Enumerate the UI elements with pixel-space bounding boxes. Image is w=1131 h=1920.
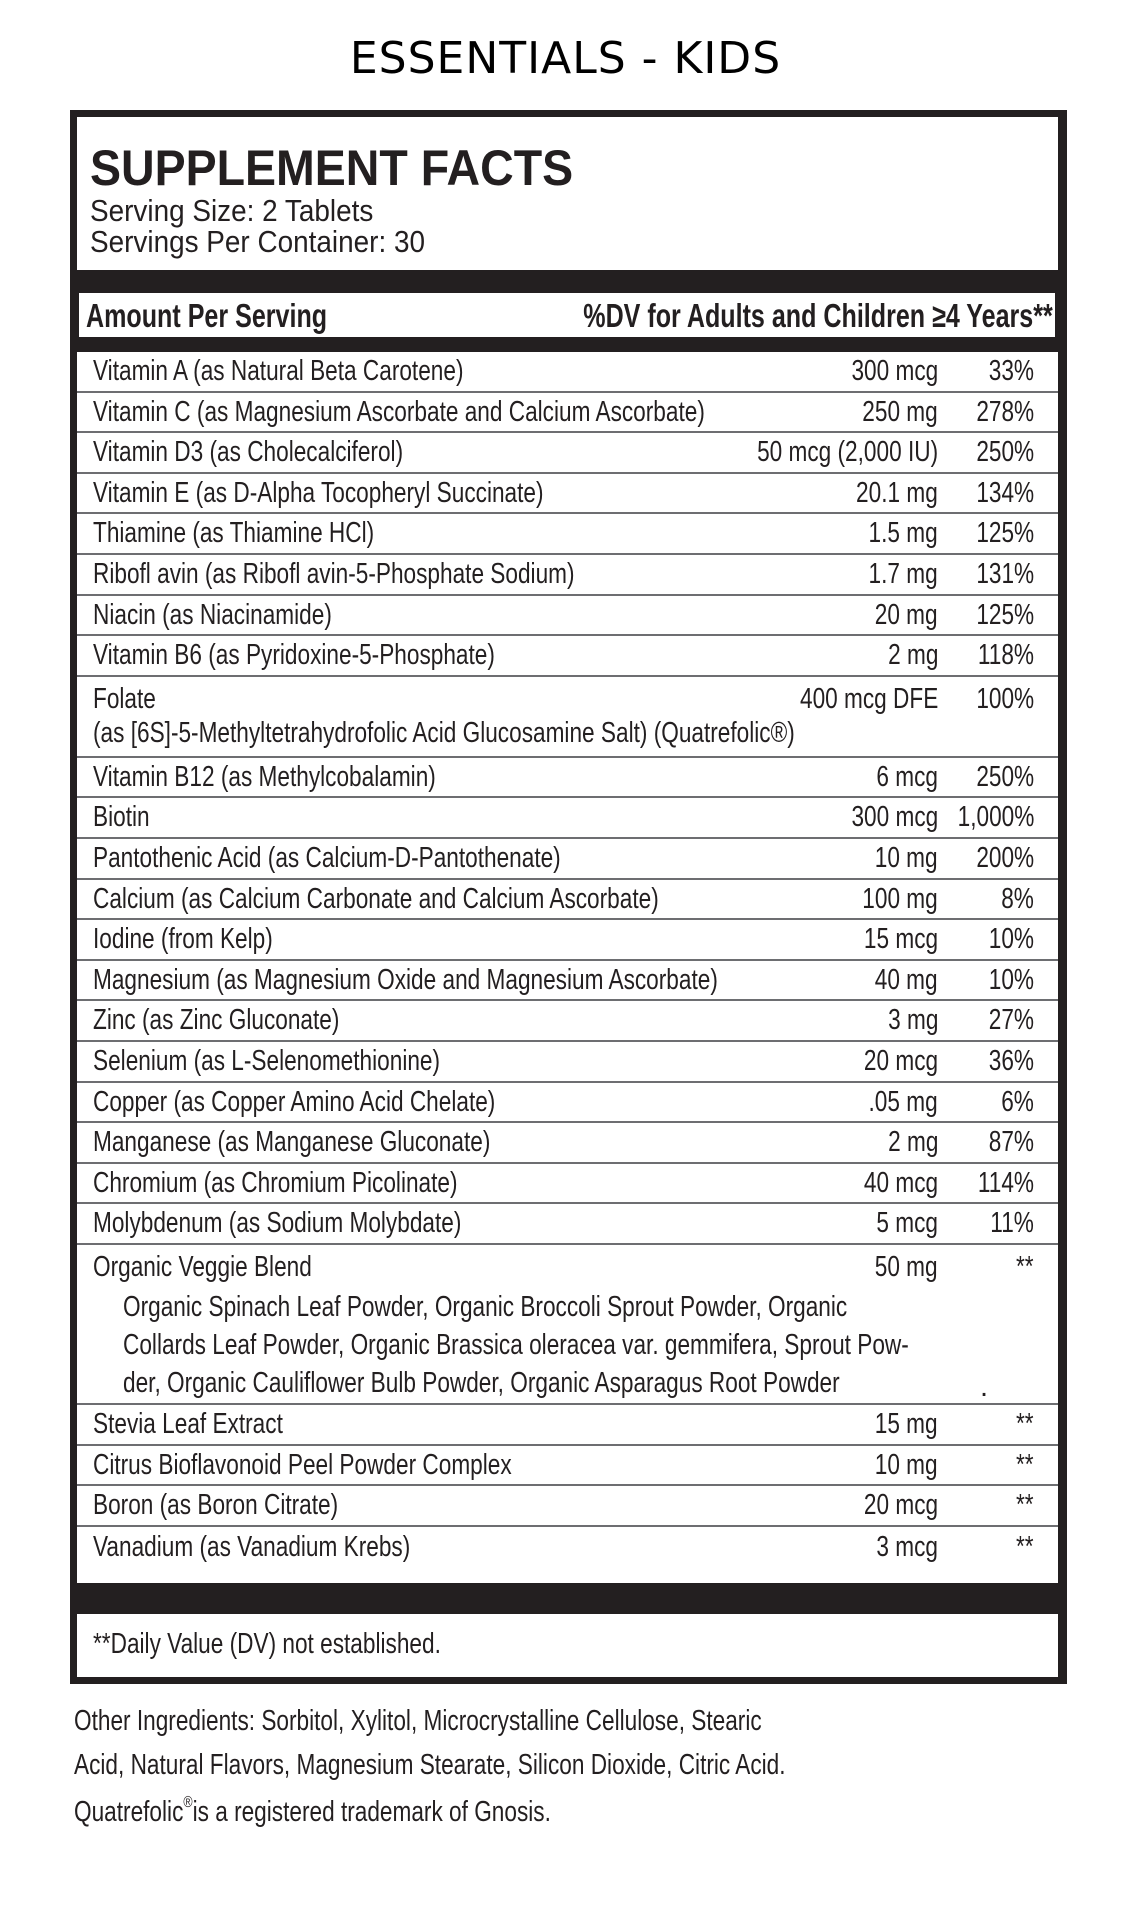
nutrient-row	[77, 555, 1058, 596]
nutrient-amount: 40 mg	[875, 963, 938, 996]
other-ingredients-line-2: Acid, Natural Flavors, Magnesium Stearate, Silicon Dioxide, Citric Acid.	[74, 1749, 786, 1781]
nutrient-source: (as [6S]-5-Methyltetrahydrofolic Acid Glucosamine Salt) (Quatrefolic®)	[93, 716, 795, 749]
nutrient-name: Niacin (as Niacinamide)	[93, 598, 332, 631]
nutrient-name: Chromium (as Chromium Picolinate)	[93, 1166, 458, 1199]
nutrient-row	[77, 596, 1058, 637]
nutrient-name: Vitamin C (as Magnesium Ascorbate and Calcium Ascorbate)	[93, 395, 705, 428]
nutrient-amount: 250 mg	[862, 395, 938, 428]
nutrient-name: Pantothenic Acid (as Calcium-D-Pantothenate)	[93, 842, 561, 874]
nutrient-name: Molybdenum (as Sodium Molybdate)	[93, 1207, 462, 1240]
blend-ingredient-line: der, Organic Cauliflower Bulb Powder, Organic Asparagus Root Powder	[123, 1367, 840, 1399]
nutrient-amount: 1.7 mg	[868, 558, 938, 590]
nutrient-row	[77, 393, 1058, 434]
supplement-facts-panel	[70, 110, 1067, 1684]
nutrient-amount: 2 mg	[887, 1126, 938, 1159]
nutrient-row	[77, 1001, 1058, 1042]
nutrient-amount: 3 mg	[887, 1004, 938, 1037]
nutrient-row	[77, 1083, 1058, 1124]
trademark-name: Quatrefolic	[74, 1796, 184, 1828]
nutrient-name: Citrus Bioflavonoid Peel Powder Complex	[93, 1448, 512, 1481]
nutrient-daily-value: 250%	[976, 760, 1034, 793]
nutrient-row	[77, 352, 1058, 393]
nutrient-row	[77, 1123, 1058, 1164]
nutrient-daily-value: 1,000%	[957, 801, 1034, 834]
nutrient-amount: 300 mcg	[851, 801, 938, 834]
nutrient-amount: 100 mg	[862, 882, 938, 915]
nutrient-name: Vanadium (as Vanadium Krebs)	[93, 1530, 411, 1563]
nutrient-name: Organic Veggie Blend	[93, 1251, 312, 1283]
nutrient-amount: 40 mcg	[863, 1166, 938, 1199]
trailing-mark: .	[979, 1371, 988, 1403]
nutrient-name: Zinc (as Zinc Gluconate)	[93, 1004, 340, 1037]
nutrient-name: Vitamin B12 (as Methylcobalamin)	[93, 760, 436, 793]
nutrient-row	[77, 1204, 1058, 1245]
nutrient-row	[77, 433, 1058, 474]
serving-size: Serving Size: 2 Tablets	[90, 193, 374, 228]
nutrient-amount: .05 mg	[868, 1085, 938, 1118]
nutrient-name: Calcium (as Calcium Carbonate and Calcium Ascorbate)	[93, 882, 659, 915]
product-title: ESSENTIALS - KIDS	[349, 33, 782, 84]
nutrient-name: Vitamin D3 (as Cholecalciferol)	[93, 436, 404, 469]
nutrient-daily-value: 8%	[1001, 882, 1034, 915]
nutrient-daily-value: 10%	[988, 963, 1034, 996]
nutrient-amount: 50 mcg (2,000 IU)	[756, 436, 938, 469]
nutrient-row	[77, 677, 1058, 758]
nutrient-daily-value: **	[1016, 1530, 1034, 1563]
nutrient-amount: 2 mg	[887, 639, 938, 672]
nutrient-amount: 20 mg	[875, 598, 938, 631]
nutrient-amount: 20 mcg	[863, 1489, 938, 1522]
nutrient-amount: 400 mcg DFE	[799, 682, 938, 715]
nutrient-name: Stevia Leaf Extract	[93, 1408, 283, 1440]
nutrient-row	[77, 1446, 1058, 1487]
nutrient-row	[77, 798, 1058, 839]
nutrient-daily-value: 36%	[988, 1045, 1034, 1077]
nutrient-daily-value: 250%	[976, 436, 1034, 469]
nutrient-name: Folate	[93, 682, 156, 715]
nutrient-row	[77, 758, 1058, 799]
registered-mark: ®	[183, 1794, 193, 1811]
nutrient-amount: 50 mg	[875, 1251, 938, 1283]
nutrient-row	[77, 514, 1058, 555]
nutrient-name: Copper (as Copper Amino Acid Chelate)	[93, 1085, 496, 1118]
trademark-text: is a registered trademark of Gnosis.	[192, 1796, 551, 1828]
nutrient-daily-value: 278%	[976, 395, 1034, 428]
nutrient-row	[77, 839, 1058, 880]
nutrient-name: Boron (as Boron Citrate)	[93, 1489, 339, 1522]
facts-header-section	[77, 117, 1058, 270]
footnote-section	[77, 1614, 1058, 1677]
nutrient-name: Manganese (as Manganese Gluconate)	[93, 1126, 491, 1159]
nutrient-daily-value: 33%	[988, 355, 1034, 387]
nutrient-name: Vitamin A (as Natural Beta Carotene)	[93, 355, 464, 387]
blend-ingredient-line: Organic Spinach Leaf Powder, Organic Broccoli Sprout Powder, Organic	[123, 1291, 848, 1323]
nutrient-amount: 3 mcg	[876, 1530, 938, 1563]
nutrient-amount: 15 mg	[875, 1408, 938, 1440]
nutrient-daily-value: 125%	[976, 598, 1034, 631]
nutrient-row	[77, 920, 1058, 961]
nutrient-daily-value: **	[1016, 1448, 1034, 1481]
nutrient-row	[77, 1245, 1058, 1405]
nutrient-daily-value: **	[1016, 1489, 1034, 1522]
trademark-notice	[74, 1796, 551, 1829]
nutrient-daily-value: 10%	[988, 923, 1034, 956]
nutrient-daily-value: 200%	[976, 842, 1034, 874]
nutrient-name: Selenium (as L-Selenomethionine)	[93, 1045, 441, 1077]
nutrient-amount: 20 mcg	[863, 1045, 938, 1077]
nutrient-row	[77, 1042, 1058, 1083]
nutrient-row	[77, 880, 1058, 921]
nutrient-daily-value: 100%	[976, 682, 1034, 715]
nutrient-row	[77, 636, 1058, 677]
nutrient-amount: 1.5 mg	[868, 517, 938, 550]
facts-title: SUPPLEMENT FACTS	[90, 140, 574, 196]
header-amount-per-serving: Amount Per Serving	[86, 297, 328, 334]
nutrient-daily-value: 11%	[990, 1207, 1034, 1240]
nutrient-amount: 6 mcg	[876, 760, 938, 793]
nutrient-name: Thiamine (as Thiamine HCl)	[93, 517, 375, 550]
nutrient-name: Vitamin B6 (as Pyridoxine-5-Phosphate)	[93, 639, 495, 672]
nutrient-daily-value: 118%	[977, 639, 1034, 672]
nutrient-amount: 10 mg	[875, 1448, 938, 1481]
servings-per-container: Servings Per Container: 30	[90, 224, 425, 259]
nutrient-table	[77, 352, 1058, 1583]
nutrient-daily-value: 87%	[988, 1126, 1034, 1159]
nutrient-amount: 20.1 mg	[856, 476, 938, 509]
blend-ingredient-line: Collards Leaf Powder, Organic Brassica oleracea var. gemmifera, Sprout Pow-	[123, 1329, 909, 1361]
nutrient-row	[77, 474, 1058, 515]
header-daily-value: %DV for Adults and Children ≥4 Years**	[583, 297, 1053, 334]
dv-footnote: **Daily Value (DV) not established.	[93, 1628, 441, 1660]
nutrient-amount: 5 mcg	[876, 1207, 938, 1240]
nutrient-daily-value: 114%	[977, 1166, 1034, 1199]
nutrient-row	[77, 961, 1058, 1002]
nutrient-name: Ribofl avin (as Ribofl avin-5-Phosphate Sodium)	[93, 558, 575, 590]
nutrient-row	[77, 1527, 1058, 1583]
nutrient-amount: 300 mcg	[851, 355, 938, 387]
nutrient-daily-value: **	[1016, 1251, 1034, 1283]
nutrient-row	[77, 1405, 1058, 1446]
nutrient-daily-value: 134%	[976, 476, 1034, 509]
other-ingredients-line-1: Other Ingredients: Sorbitol, Xylitol, Microcrystalline Cellulose, Stearic	[74, 1705, 762, 1737]
nutrient-name: Biotin	[93, 801, 150, 834]
nutrient-daily-value: 6%	[1001, 1085, 1034, 1118]
nutrient-name: Vitamin E (as D-Alpha Tocopheryl Succinate)	[93, 476, 544, 509]
nutrient-amount: 10 mg	[875, 842, 938, 874]
nutrient-daily-value: 27%	[988, 1004, 1034, 1037]
nutrient-name: Iodine (from Kelp)	[93, 923, 273, 956]
nutrient-daily-value: **	[1016, 1408, 1034, 1440]
nutrient-row	[77, 1164, 1058, 1205]
nutrient-name: Magnesium (as Magnesium Oxide and Magnesium Ascorbate)	[93, 963, 718, 996]
column-header-row	[79, 293, 1055, 337]
nutrient-row	[77, 1486, 1058, 1527]
nutrient-daily-value: 131%	[976, 558, 1034, 590]
nutrient-daily-value: 125%	[976, 517, 1034, 550]
nutrient-amount: 15 mcg	[863, 923, 938, 956]
